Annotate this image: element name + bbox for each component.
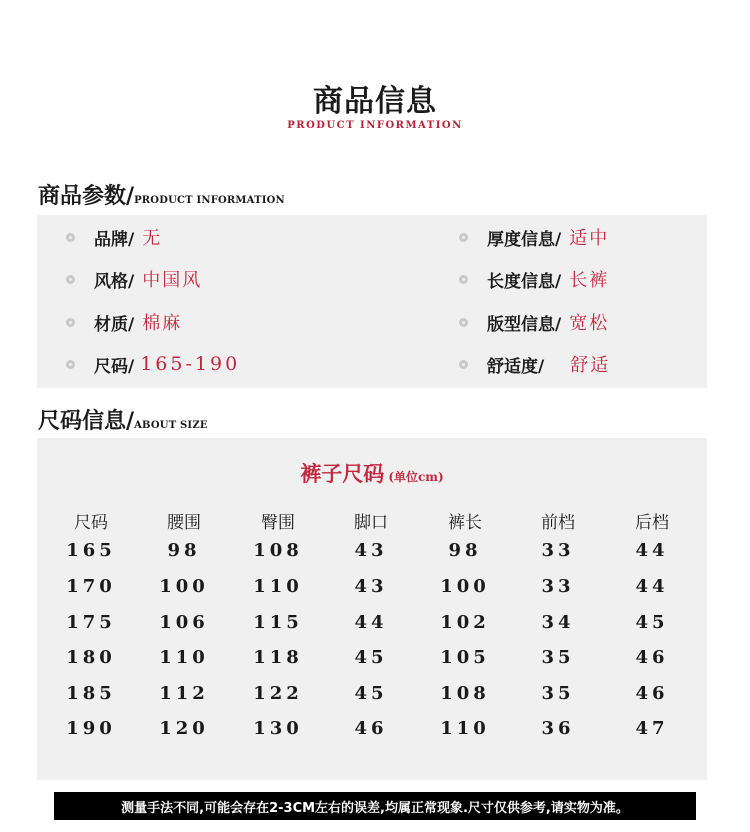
table-cell: 33 (541, 540, 575, 561)
bullet-icon (66, 275, 75, 284)
table-cell: 175 (66, 612, 116, 633)
param-value: 舒适 (570, 355, 611, 376)
param-value: 棉麻 (142, 313, 183, 334)
param-style (66, 265, 202, 293)
table-header-cell: 腰围 (167, 513, 201, 533)
table-cell: 98 (167, 540, 201, 561)
table-cell: 118 (253, 647, 303, 668)
param-fit (459, 308, 609, 336)
param-label: 版型信息/ (487, 314, 562, 335)
param-length (459, 265, 609, 293)
table-header-cell: 尺码 (74, 513, 108, 533)
param-value: 适中 (569, 228, 610, 249)
table-cell: 44 (354, 612, 388, 633)
size-table-unit: (单位cm) (388, 470, 444, 484)
param-label: 长度信息/ (487, 271, 562, 292)
size-heading-zh: 尺码信息 (38, 408, 127, 434)
table-cell: 44 (635, 576, 669, 597)
table-cell: 45 (635, 612, 669, 633)
page-title: 商品信息 (313, 84, 437, 119)
table-cell: 43 (354, 576, 388, 597)
table-cell: 46 (635, 647, 669, 668)
table-cell: 112 (159, 683, 209, 704)
param-label: 风格/ (94, 271, 135, 292)
table-cell: 45 (354, 683, 388, 704)
size-table-title (37, 458, 707, 488)
table-cell: 185 (66, 683, 116, 704)
bullet-icon (459, 233, 468, 242)
table-header-cell: 后档 (635, 513, 669, 533)
table-cell: 108 (253, 540, 303, 561)
table-cell: 190 (66, 718, 116, 739)
table-cell: 115 (253, 612, 303, 633)
table-header-cell: 前档 (541, 513, 575, 533)
table-cell: 100 (440, 576, 490, 597)
params-section-heading (38, 179, 285, 210)
table-cell: 110 (440, 718, 490, 739)
param-comfort (459, 350, 610, 378)
bullet-icon (66, 318, 75, 327)
bullet-icon (66, 233, 75, 242)
table-cell: 47 (635, 718, 669, 739)
size-table-panel (37, 438, 707, 780)
param-value: 无 (142, 228, 163, 249)
bullet-icon (459, 275, 468, 284)
table-cell: 110 (253, 576, 303, 597)
table-cell: 165 (66, 540, 116, 561)
param-size (66, 350, 240, 378)
params-heading-zh: 商品参数 (38, 183, 127, 209)
table-cell: 43 (354, 540, 388, 561)
table-cell: 180 (66, 647, 116, 668)
param-material (66, 308, 182, 336)
table-cell: 110 (159, 647, 209, 668)
param-label: 品牌/ (94, 229, 135, 250)
table-cell: 46 (354, 718, 388, 739)
param-value: 宽松 (569, 313, 610, 334)
table-cell: 100 (159, 576, 209, 597)
params-heading-en: PRODUCT INFORMATION (134, 195, 285, 206)
table-cell: 170 (66, 576, 116, 597)
table-cell: 35 (541, 683, 575, 704)
table-cell: 33 (541, 576, 575, 597)
table-cell: 35 (541, 647, 575, 668)
table-cell: 108 (440, 683, 490, 704)
table-cell: 36 (541, 718, 575, 739)
bullet-icon (66, 360, 75, 369)
param-label: 厚度信息/ (487, 229, 562, 250)
param-thickness (459, 223, 609, 251)
size-table-title-text: 裤子尺码 (300, 461, 385, 486)
measurement-notice: 测量手法不同,可能会存在2-3CM左右的误差,均属正常现象.尺寸仅供参考,请实物为准。 (54, 792, 696, 820)
param-label: 尺码/ (94, 356, 135, 377)
table-cell: 122 (253, 683, 303, 704)
param-label: 舒适度/ (487, 356, 545, 377)
param-brand (66, 223, 162, 251)
size-section-heading (38, 404, 208, 435)
table-cell: 34 (541, 612, 575, 633)
size-heading-slash: / (126, 408, 135, 434)
params-panel (37, 215, 707, 388)
bullet-icon (459, 318, 468, 327)
param-value: 中国风 (142, 270, 203, 291)
param-value: 长裤 (569, 270, 610, 291)
table-cell: 130 (253, 718, 303, 739)
bullet-icon (459, 360, 468, 369)
table-cell: 98 (448, 540, 482, 561)
param-label: 材质/ (94, 314, 135, 335)
size-heading-en: ABOUT SIZE (134, 420, 208, 431)
table-cell: 102 (440, 612, 490, 633)
table-cell: 44 (635, 540, 669, 561)
table-header-cell: 臀围 (261, 513, 295, 533)
table-cell: 106 (159, 612, 209, 633)
table-cell: 105 (440, 647, 490, 668)
table-cell: 120 (159, 718, 209, 739)
table-header-cell: 裤长 (448, 513, 482, 533)
page-subtitle: PRODUCT INFORMATION (287, 120, 463, 131)
params-heading-slash: / (126, 183, 135, 209)
table-cell: 45 (354, 647, 388, 668)
table-cell: 46 (635, 683, 669, 704)
param-value: 165-190 (140, 353, 241, 375)
table-header-cell: 脚口 (354, 513, 388, 533)
